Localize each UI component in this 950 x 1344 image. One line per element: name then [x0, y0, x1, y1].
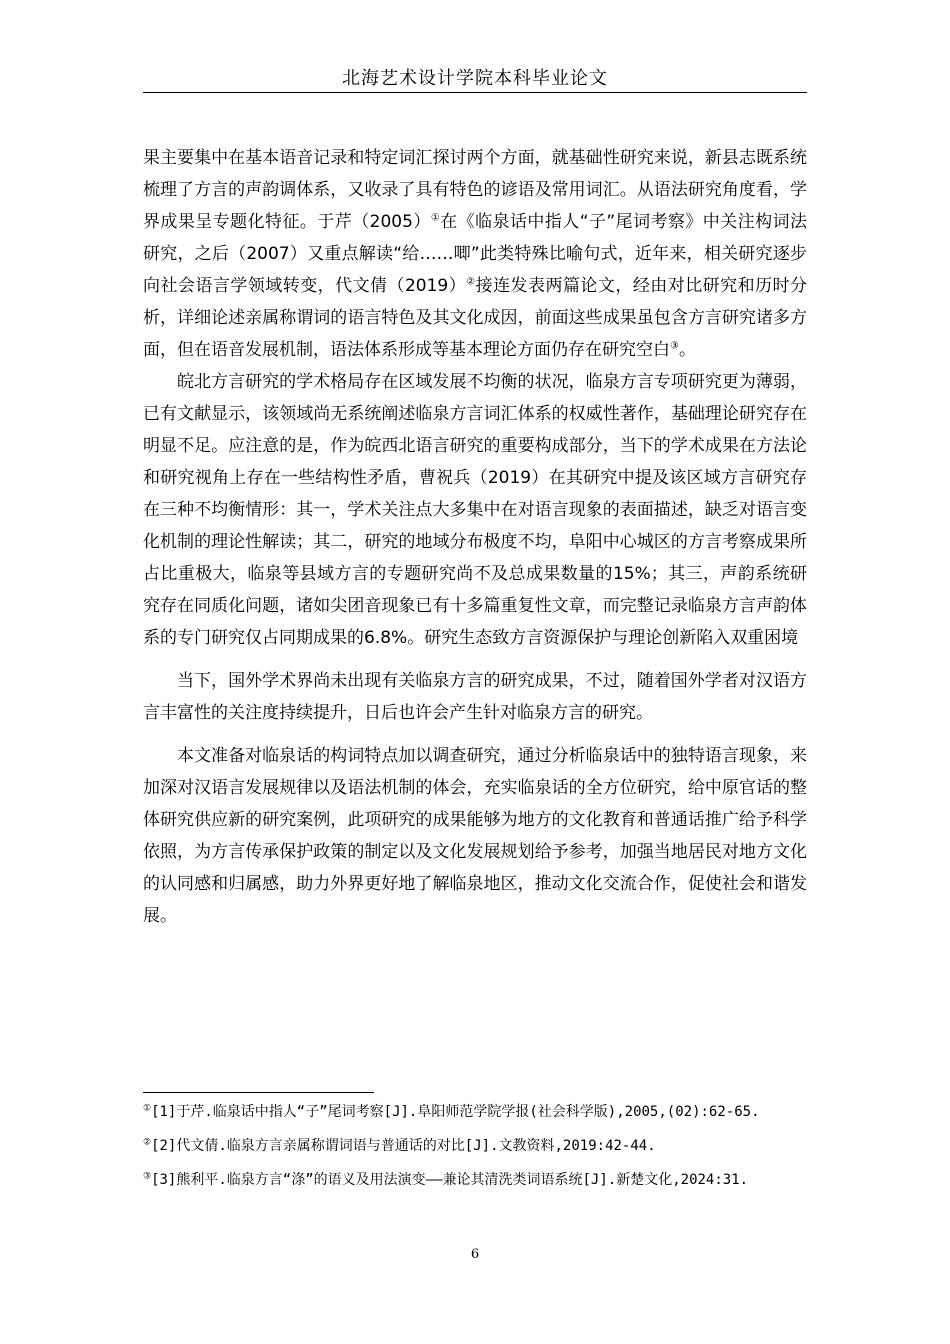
footnote-text: [1]于芹.临泉话中指人“子”尾词考察[J].阜阳师范学院学报(社会科学版),2005,(02):62-65. [151, 1104, 760, 1120]
footnote-2 [143, 1135, 807, 1157]
body-text [143, 142, 807, 932]
page-number: 6 [470, 1247, 480, 1262]
paragraph-1-part-a: 果主要集中在基本语音记录和特定词汇探讨两个方面，就基础性研究来说，新县志既系统梳理了方言的声韵调体系，又收录了具有特色的谚语及常用词汇。从语法研究角度看，学界成果呈专题化特征。于芹（2005） [143, 148, 807, 232]
paragraph-gap [143, 729, 807, 740]
footnote-mark: ① [143, 1103, 152, 1114]
paragraph-gap [143, 654, 807, 665]
paragraph-1-part-d: 。 [678, 340, 696, 360]
paragraph-2: 皖北方言研究的学术格局存在区域发展不均衡的状况，临泉方言专项研究更为薄弱，已有文献显示，该领域尚无系统阐述临泉方言词汇体系的权威性著作，基础理论研究存在明显不足。应注意的是，作为皖西北语言研究的重要构成部分，当下的学术成果在方法论和研究视角上存在一些结构性矛盾，曹祝兵（2019）在其研究中提及该区域方言研究存在三种不均衡情形：其一，学术关注点大多集中在对语言现象的表面描述，缺乏对语言变化机制的理论性解读；其二，研究的地域分布极度不均，阜阳中心城区的方言考察成果所占比重极大，临泉等县域方言的专题研究尚不及总成果数量的15%；其三，声韵系统研究存在同质化问题，诸如尖团音现象已有十多篇重复性文章，而完整记录临泉方言声韵体系的专门研究仅占同期成果的6.8%。研究生态致方言资源保护与理论创新陷入双重困境 [143, 372, 807, 648]
footnote-mark: ② [143, 1137, 152, 1148]
paragraph-1-part-b: 在《临泉话中指人“子”尾词考察》中关注构词法研究，之后（2007）又重点解读“给……唧”此类特殊比喻句式，近年来，相关研究逐步向社会语言学领域转变，代文倩（2019） [143, 212, 807, 296]
paragraph-4: 本文准备对临泉话的构词特点加以调查研究，通过分析临泉话中的独特语言现象，来加深对汉语言发展规律以及语法机制的体会，充实临泉话的全方位研究，给中原官话的整体研究供应新的研究案例，此项研究的成果能够为地方的文化教育和普通话推广给予科学依照，为方言传承保护政策的制定以及文化发展规划给予参考，加强当地居民对地方文化的认同感和归属感，助力外界更好地了解临泉地区，推动文化交流合作，促使社会和谐发展。 [143, 746, 807, 926]
footnote-ref-1[interactable]: ① [430, 212, 441, 224]
footnote-ref-2[interactable]: ② [466, 276, 476, 288]
paragraph-3: 当下，国外学术界尚未出现有关临泉方言的研究成果，不过，随着国外学者对汉语方言丰富性的关注度持续提升，日后也许会产生针对临泉方言的研究。 [143, 671, 807, 723]
paragraph-1-part-c: 接连发表两篇论文，经由对比研究和历时分析，详细论述亲属称谓词的语言特色及其文化成因，前面这些成果虽包含方言研究诸多方面，但在语音发展机制，语法体系形成等基本理论方面仍存在研究空白 [143, 276, 808, 360]
paragraph-1 [143, 142, 807, 366]
footnotes [143, 1101, 807, 1203]
running-header-title: 北海艺术设计学院本科毕业论文 [342, 68, 608, 89]
footnote-1 [143, 1101, 807, 1123]
footnote-text: [3]熊利平.临泉方言“涤”的语义及用法演变——兼论其清洗类词语系统[J].新楚文化,2024:31. [151, 1172, 749, 1188]
footnote-mark: ③ [143, 1171, 152, 1182]
footnote-ref-3[interactable]: ③ [670, 340, 679, 352]
footnote-separator [143, 1092, 374, 1093]
footnote-3 [143, 1169, 807, 1191]
footnote-text: [2]代文倩.临泉方言亲属称谓词语与普通话的对比[J].文教资料,2019:42-44. [151, 1138, 656, 1154]
header-rule [143, 92, 807, 93]
